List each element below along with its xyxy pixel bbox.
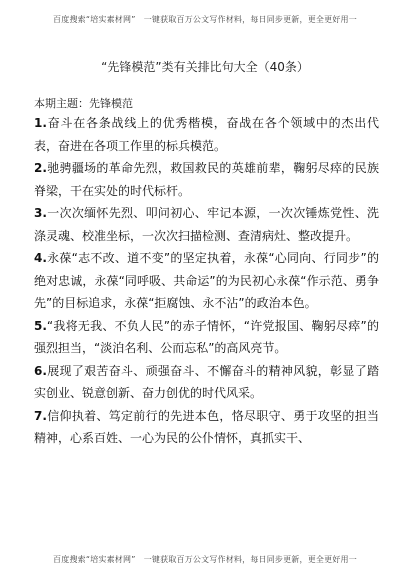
item-text: 一次次缅怀先烈、叩问初心、牢记本源，一次次锤炼党性、洗涤灵魂、校准坐标，一次次扫描检测、查清病灶、整改提升。 [34,206,379,243]
list-item [34,360,379,405]
subject-line: 本期主题：先锋模范 [34,97,133,110]
item-number: 3. [34,206,47,220]
item-text: 信仰执着、笃定前行的先进本色，恪尽职守、勇于攻坚的担当精神，心系百姓、一心为民的公仆情怀，真抓实干、 [34,408,379,445]
item-text: 奋斗在各条战线上的优秀楷模，奋战在各个领域中的杰出代表，奋进在各项工作里的标兵模范。 [34,116,379,153]
item-text: 展现了艰苦奋斗、顽强奋斗、不懈奋斗的精神风貌，彰显了踏实创业、锐意创新、奋力创优的时代风采。 [34,363,379,400]
list-item [34,202,379,247]
item-number: 1. [34,116,47,130]
item-number: 6. [34,363,47,378]
list-item [34,112,379,157]
page-header: 百度搜索“培实素材网” 一键获取百万公文写作材料，每日同步更新，更全更好用一 [53,15,357,24]
item-number: 5. [34,318,47,333]
list-item [34,247,379,315]
item-text: 驰骋疆场的革命先烈，救国救民的英雄前辈，鞠躬尽瘁的民族脊梁，干在实处的时代标杆。 [34,161,379,198]
page-title: “先锋模范”类有关排比句大全（40条） [101,60,309,74]
item-number: 4. [34,251,47,265]
item-number: 7. [34,408,47,423]
page-footer: 百度搜索“培实素材网” 一键获取百万公文写作材料，每日同步更新，更全更好用一 [53,555,357,564]
list-item [34,405,379,450]
content-body [34,112,379,450]
item-number: 2. [34,161,47,175]
item-text: “我将无我、不负人民”的赤子情怀，“许党报国、鞠躬尽瘁”的强烈担当，“淡泊名利、公而忘私”的高风亮节。 [34,318,379,355]
item-text: 永葆“志不改、道不变”的坚定执着，永葆“心同向、行同步”的绝对忠诚，永葆“同呼吸、共命运”的为民初心永葆“作示范、勇争先”的目标追求，永葆“拒腐蚀、永不沾”的政治本色。 [34,251,379,310]
list-item [34,157,379,202]
list-item [34,315,379,360]
